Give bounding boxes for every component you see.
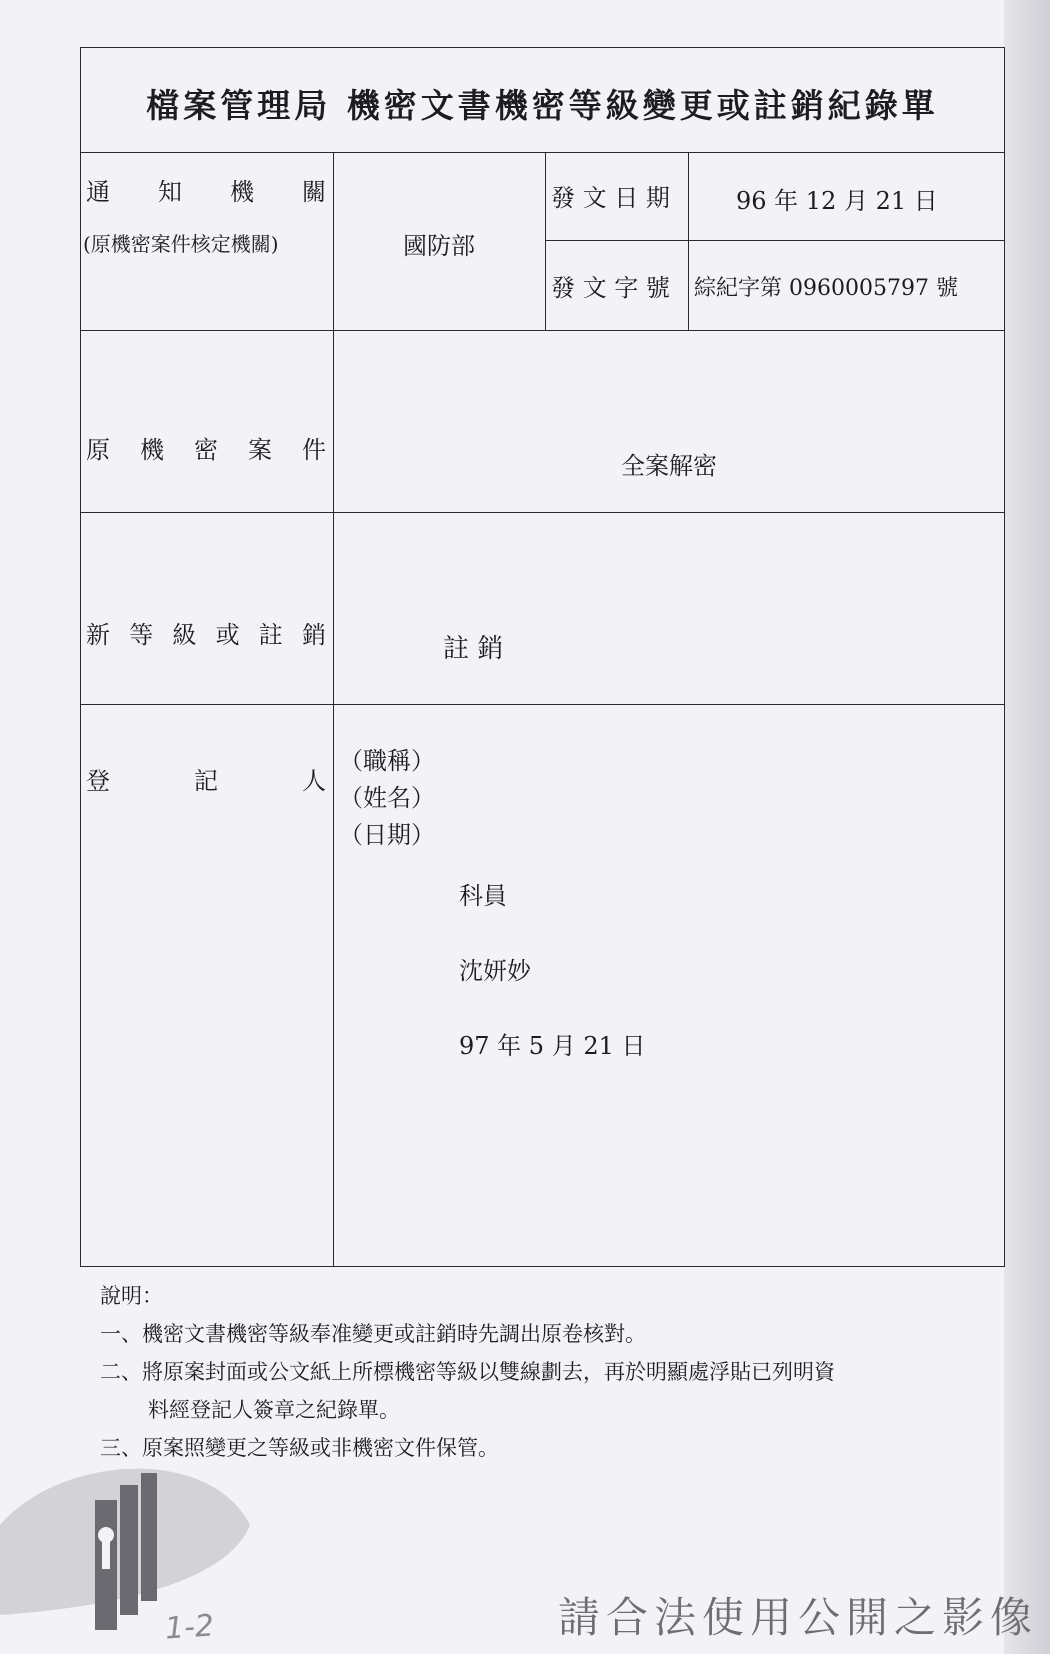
- notes-section: [100, 1277, 835, 1467]
- registrar-field-date: （日期）: [339, 821, 435, 849]
- note-item-3: 三、原案照變更之等級或非機密文件保管。: [100, 1436, 499, 1460]
- registrar-field-title: （職稱）: [339, 747, 435, 775]
- registrar-label: 登 記 人: [86, 767, 326, 795]
- new-level-label: 新 等 級 或 註 銷: [86, 621, 326, 649]
- issue-date-value: 96 年 12 月 21 日: [736, 187, 938, 215]
- note-item-2-line-1: 二、將原案封面或公文紙上所標機密等級以雙線劃去，再於明顯處浮貼已列明資: [100, 1360, 835, 1384]
- column-divider: [688, 152, 689, 330]
- registrar-title-value: 科員: [459, 882, 507, 910]
- column-divider: [333, 152, 334, 1266]
- issue-date-label: 發 文 日 期: [551, 184, 670, 212]
- row-divider: [545, 240, 1004, 241]
- form-title: 檔案管理局 機密文書機密等級變更或註銷紀錄單: [146, 86, 939, 125]
- notify-agency-label: 通 知 機 關: [86, 178, 326, 206]
- issue-number-value: 綜紀字第 0960005797 號: [694, 276, 958, 301]
- original-case-value: 全案解密: [621, 452, 717, 480]
- note-item-2-line-2: 料經登記人簽章之紀錄單。: [148, 1398, 400, 1422]
- watermark-text: 請合法使用公開之影像: [557, 1593, 1038, 1642]
- note-item-1: 一、機密文書機密等級奉准變更或註銷時先調出原卷核對。: [100, 1322, 646, 1346]
- row-divider: [81, 330, 1004, 331]
- original-case-label: 原 機 密 案 件: [86, 436, 326, 464]
- scan-edge-shadow: [1004, 0, 1050, 1654]
- handwritten-page-number: 1-2: [163, 1608, 216, 1647]
- new-level-value: 註 銷: [443, 634, 504, 664]
- notes-heading: 說明：: [100, 1284, 163, 1308]
- issue-number-label: 發 文 字 號: [551, 274, 670, 302]
- registrar-date-value: 97 年 5 月 21 日: [459, 1032, 646, 1060]
- row-divider: [81, 512, 1004, 513]
- notify-agency-sublabel: (原機密案件核定機關): [83, 232, 279, 256]
- notify-agency-value: 國防部: [403, 232, 475, 260]
- registrar-field-name: （姓名）: [339, 784, 435, 812]
- record-form: [80, 47, 1005, 1267]
- row-divider: [81, 152, 1004, 153]
- row-divider: [81, 704, 1004, 705]
- column-divider: [545, 152, 546, 330]
- archives-book-keyhole-icon: [0, 1455, 260, 1654]
- registrar-name-value: 沈妍妙: [459, 957, 531, 985]
